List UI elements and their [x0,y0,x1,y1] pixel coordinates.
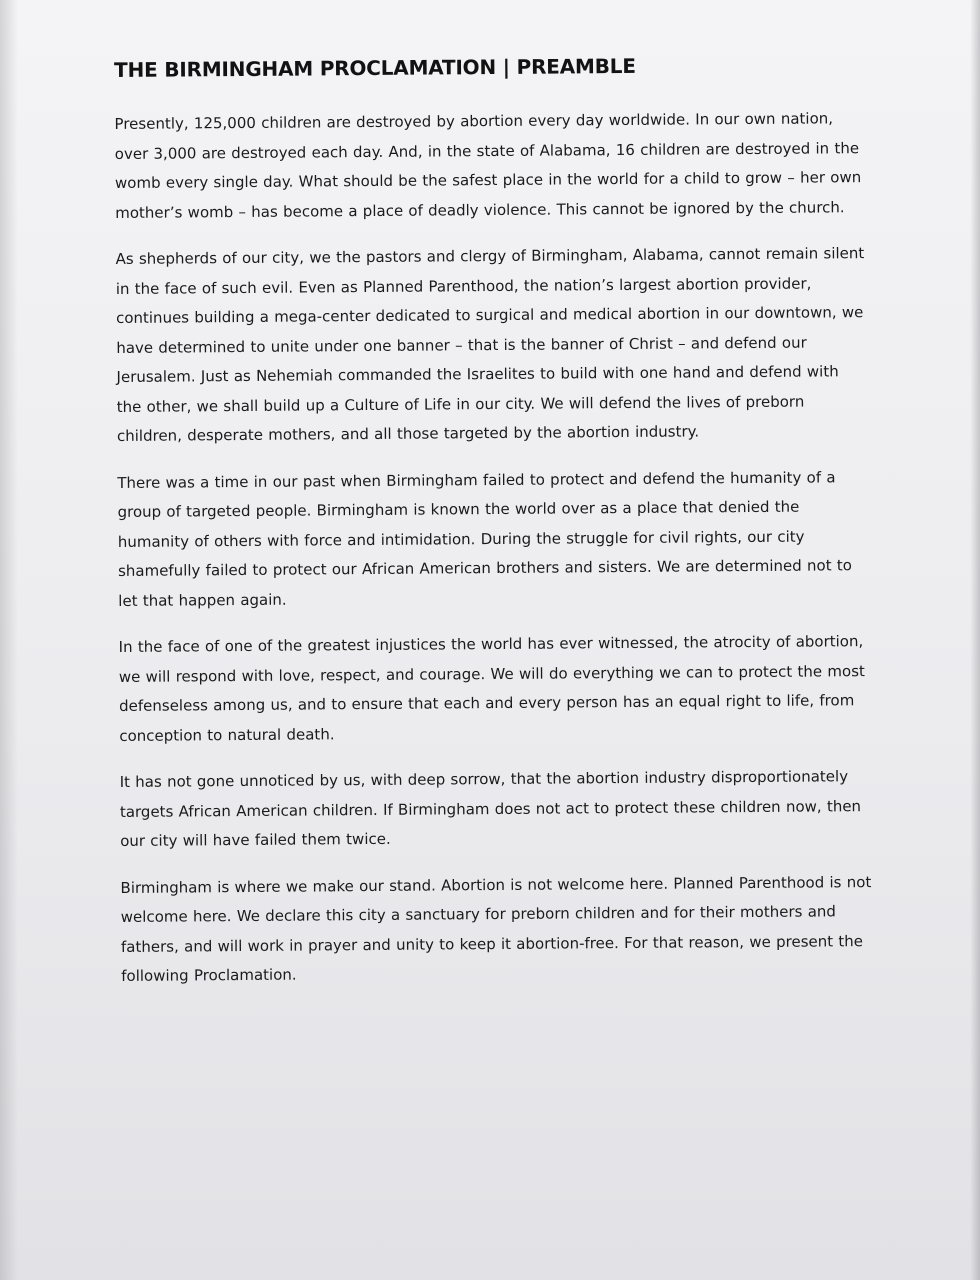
document-title: THE BIRMINGHAM PROCLAMATION | PREAMBLE [114,53,636,82]
paragraph-shepherds: As shepherds of our city, we the pastors and clergy of Birmingham, Alabama, cannot remain silent in the face of such evil. Even as Planned Parenthood, the nation’s largest abortion provider, continues building a mega-center dedicated to surgical and medical abortion in our downtown, we have determined to unite under one banner – that is the banner of Christ – and defend our Jerusalem. Just as Nehemiah commanded the Israelites to build with one hand and defend with the other, we shall build up a Culture of Life in our city. We will defend the lives of preborn children, desperate mothers, and all those targeted by the abortion industry. [115,244,865,445]
paragraph-statistics: Presently, 125,000 children are destroyed by abortion every day worldwide. In our own nation, over 3,000 are destroyed each day. And, in the state of Alabama, 16 children are destroyed in the womb every single day. What should be the safest place in the world for a child to grow – her own mother’s womb – has become a place of deadly violence. This cannot be ignored by the church. [114,109,862,222]
document-body [114,52,873,1008]
paragraph-history: There was a time in our past when Birmingham failed to protect and defend the humanity of a group of targeted people. Birmingham is known the world over as a place that denied the humanity of others with force and intimidation. During the struggle for civil rights, our city shamefully failed to protect our African American brothers and sisters. We are determined not to let that happen again. [117,467,852,610]
paragraph-response: In the face of one of the greatest injustices the world has ever witnessed, the atrocity of abortion, we will respond with love, respect, and courage. We will do everything we can to protect the most defenseless among us, and to ensure that each and every person has an equal right to life, from conception to natural death. [118,632,865,745]
page-edge-shadow-left [0,0,18,1280]
paragraph-stand: Birmingham is where we make our stand. Abortion is not welcome here. Planned Parenthood is not welcome here. We declare this city a sanctuary for preborn children and for their mothers and fathers, and will work in prayer and unity to keep it abortion-free. For that reason, we present the following Proclamation. [120,872,872,985]
page-edge-shadow-right [970,0,980,1280]
paragraph-sorrow: It has not gone unnoticed by us, with deep sorrow, that the abortion industry disproportionately targets African American children. If Birmingham does not act to protect these children now, then our city will have failed them twice. [119,767,862,850]
